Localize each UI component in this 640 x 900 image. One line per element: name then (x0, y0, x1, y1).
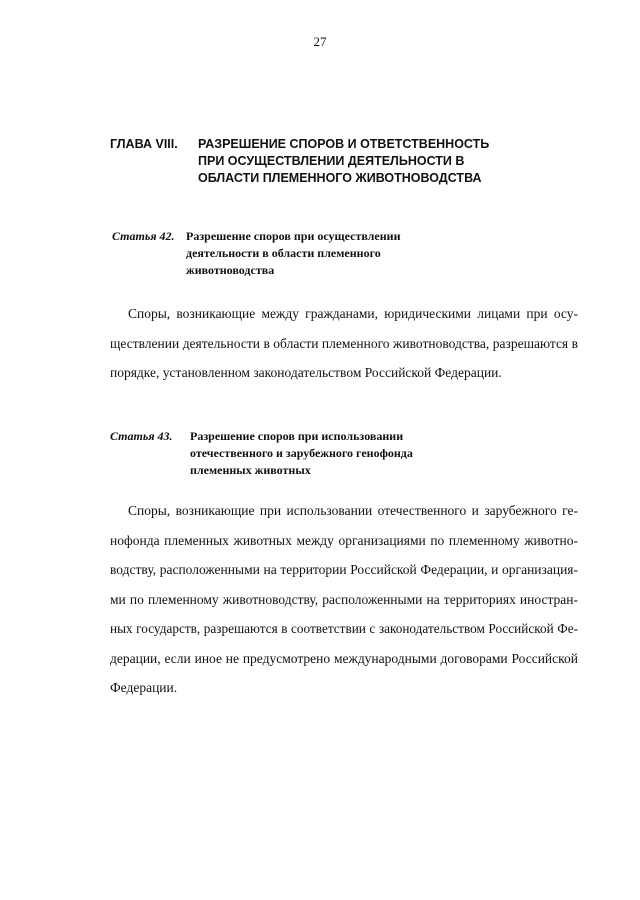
article-43-label: Статья 43. (110, 429, 173, 443)
paragraph-line: ных государств, разрешаются в соответствии с законодательством Российской Фе- (110, 621, 578, 636)
paragraph-line: Споры, возникающие между гражданами, юридическими лицами при осу- (128, 306, 578, 321)
article-43-title-line-1: Разрешение споров при использовании (190, 429, 404, 443)
article-43-paragraph (110, 496, 578, 703)
chapter-title-line-2: ПРИ ОСУЩЕСТВЛЕНИИ ДЕЯТЕЛЬНОСТИ В (198, 154, 465, 168)
paragraph-line: порядке, установленном законодательством Российской Федерации. (110, 365, 502, 380)
article-42-label: Статья 42. (112, 229, 175, 243)
page-number: 27 (313, 34, 327, 49)
chapter-title-line-1: РАЗРЕШЕНИЕ СПОРОВ И ОТВЕТСТВЕННОСТЬ (198, 137, 490, 151)
paragraph-line: ми по племенному животноводству, расположенными на территориях иностран- (110, 591, 578, 607)
paragraph-line: водству, расположенными на территории Российской Федерации, и организация- (110, 562, 578, 577)
paragraph-line: Федерации. (110, 680, 178, 695)
article-43-heading (110, 428, 413, 479)
paragraph-line: нофонда племенных животных между организациями по племенному животно- (110, 532, 578, 548)
paragraph-line: дерации, если иное не предусмотрено международными договорами Российской (110, 650, 578, 666)
chapter-label: ГЛАВА VIII. (110, 137, 178, 151)
chapter-title-line-3: ОБЛАСТИ ПЛЕМЕННОГО ЖИВОТНОВОДСТВА (198, 171, 482, 185)
article-43-title-line-2: отечественного и зарубежного генофонда (190, 446, 413, 460)
paragraph-line: Споры, возникающие при использовании отечественного и зарубежного ге- (128, 503, 578, 518)
article-42-heading (112, 228, 400, 279)
paragraph-line: ществлении деятельности в области племенного животноводства, разрешаются в (110, 335, 578, 351)
chapter-heading (110, 136, 489, 187)
article-42-title-line-1: Разрешение споров при осуществлении (186, 229, 401, 243)
article-42-paragraph (110, 299, 578, 388)
article-42-title-line-3: животноводства (186, 263, 275, 277)
article-43-title-line-3: племенных животных (190, 463, 311, 477)
article-42-title-line-2: деятельности в области племенного (186, 246, 381, 260)
